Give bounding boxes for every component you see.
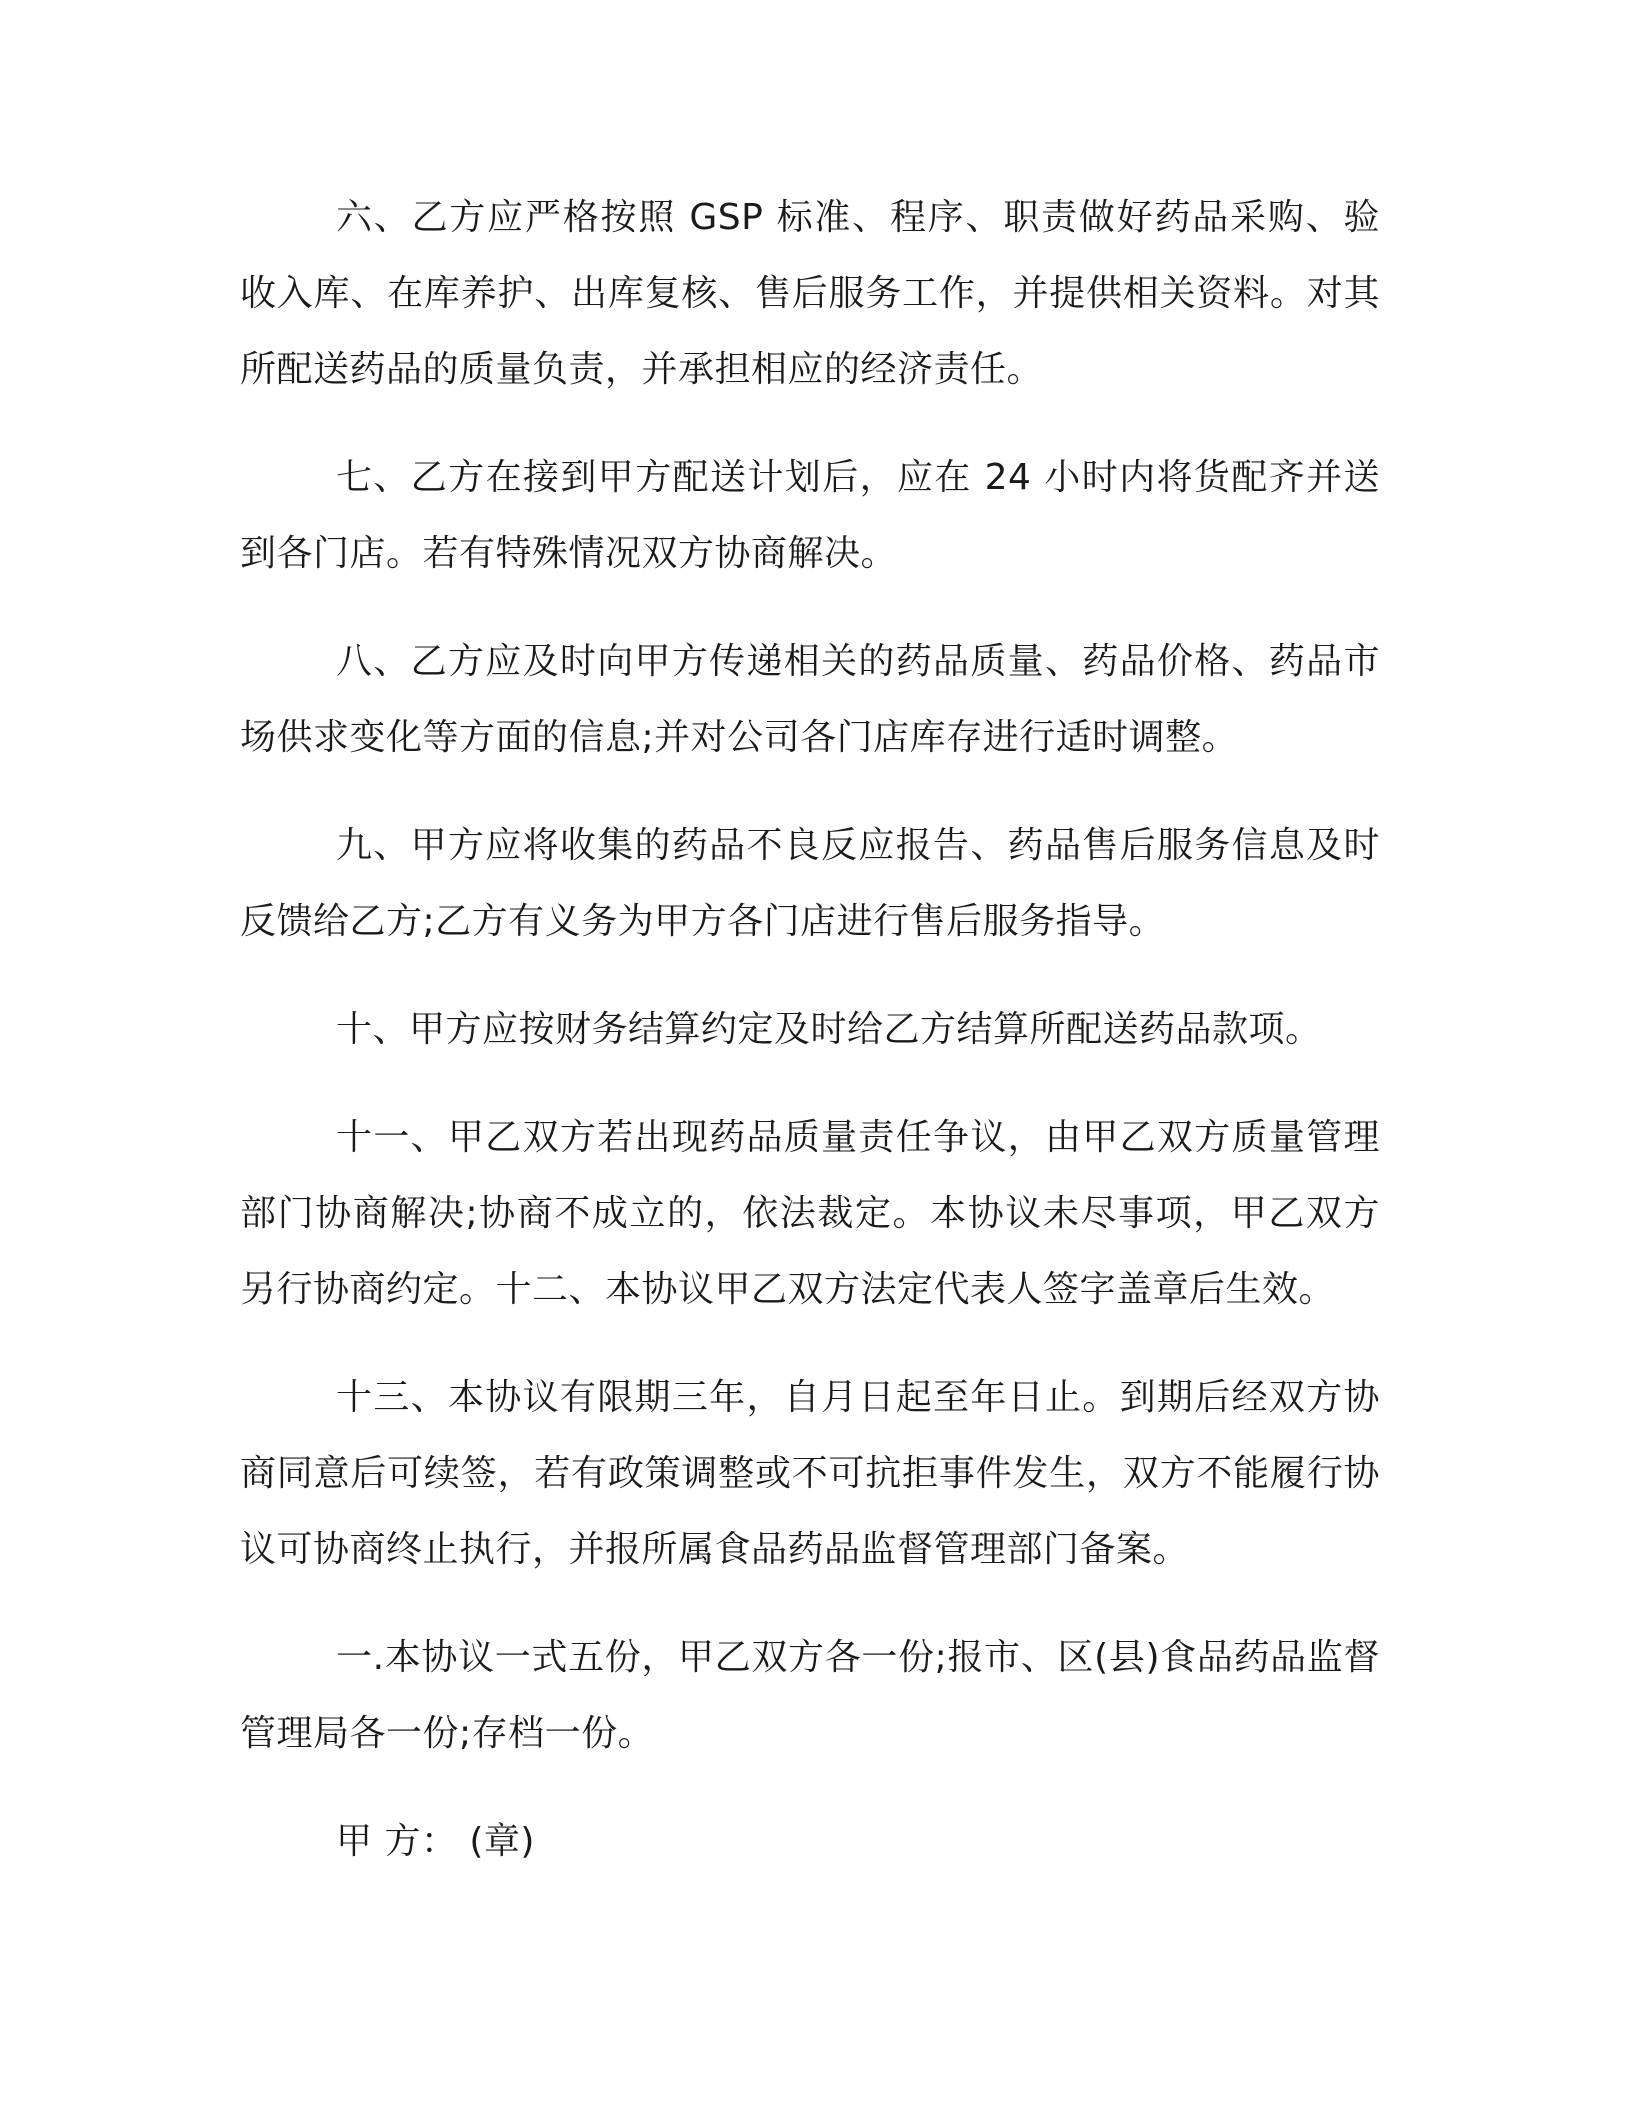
party-a-signature-line: 甲 方： (章): [336, 1821, 535, 1862]
document-body: [240, 180, 1380, 1880]
clause-8: 八、乙方应及时向甲方传递相关的药品质量、药品价格、药品市场供求变化等方面的信息;并对公司各门店库存进行适时调整。: [240, 641, 1380, 758]
clause-13: 十三、本协议有限期三年，自月日起至年日止。到期后经双方协商同意后可续签，若有政策调整或不可抗拒事件发生，双方不能履行协议可协商终止执行，并报所属食品药品监督管理部门备案。: [240, 1377, 1380, 1570]
clause-11-12: 十一、甲乙双方若出现药品质量责任争议，由甲乙双方质量管理部门协商解决;协商不成立的，依法裁定。本协议未尽事项，甲乙双方另行协商约定。十二、本协议甲乙双方法定代表人签字盖章后生效。: [240, 1117, 1380, 1310]
clause-9: 九、甲方应将收集的药品不良反应报告、药品售后服务信息及时反馈给乙方;乙方有义务为甲方各门店进行售后服务指导。: [240, 825, 1380, 942]
clause-10: 十、甲方应按财务结算约定及时给乙方结算所配送药品款项。: [336, 1009, 1322, 1050]
clause-6: 六、乙方应严格按照 GSP 标准、程序、职责做好药品采购、验收入库、在库养护、出库复核、售后服务工作，并提供相关资料。对其所配送药品的质量负责，并承担相应的经济责任。: [240, 197, 1380, 390]
clause-copies: 一.本协议一式五份，甲乙双方各一份;报市、区(县)食品药品监督管理局各一份;存档一份。: [240, 1637, 1380, 1754]
clause-7: 七、乙方在接到甲方配送计划后，应在 24 小时内将货配齐并送到各门店。若有特殊情况双方协商解决。: [240, 457, 1380, 574]
